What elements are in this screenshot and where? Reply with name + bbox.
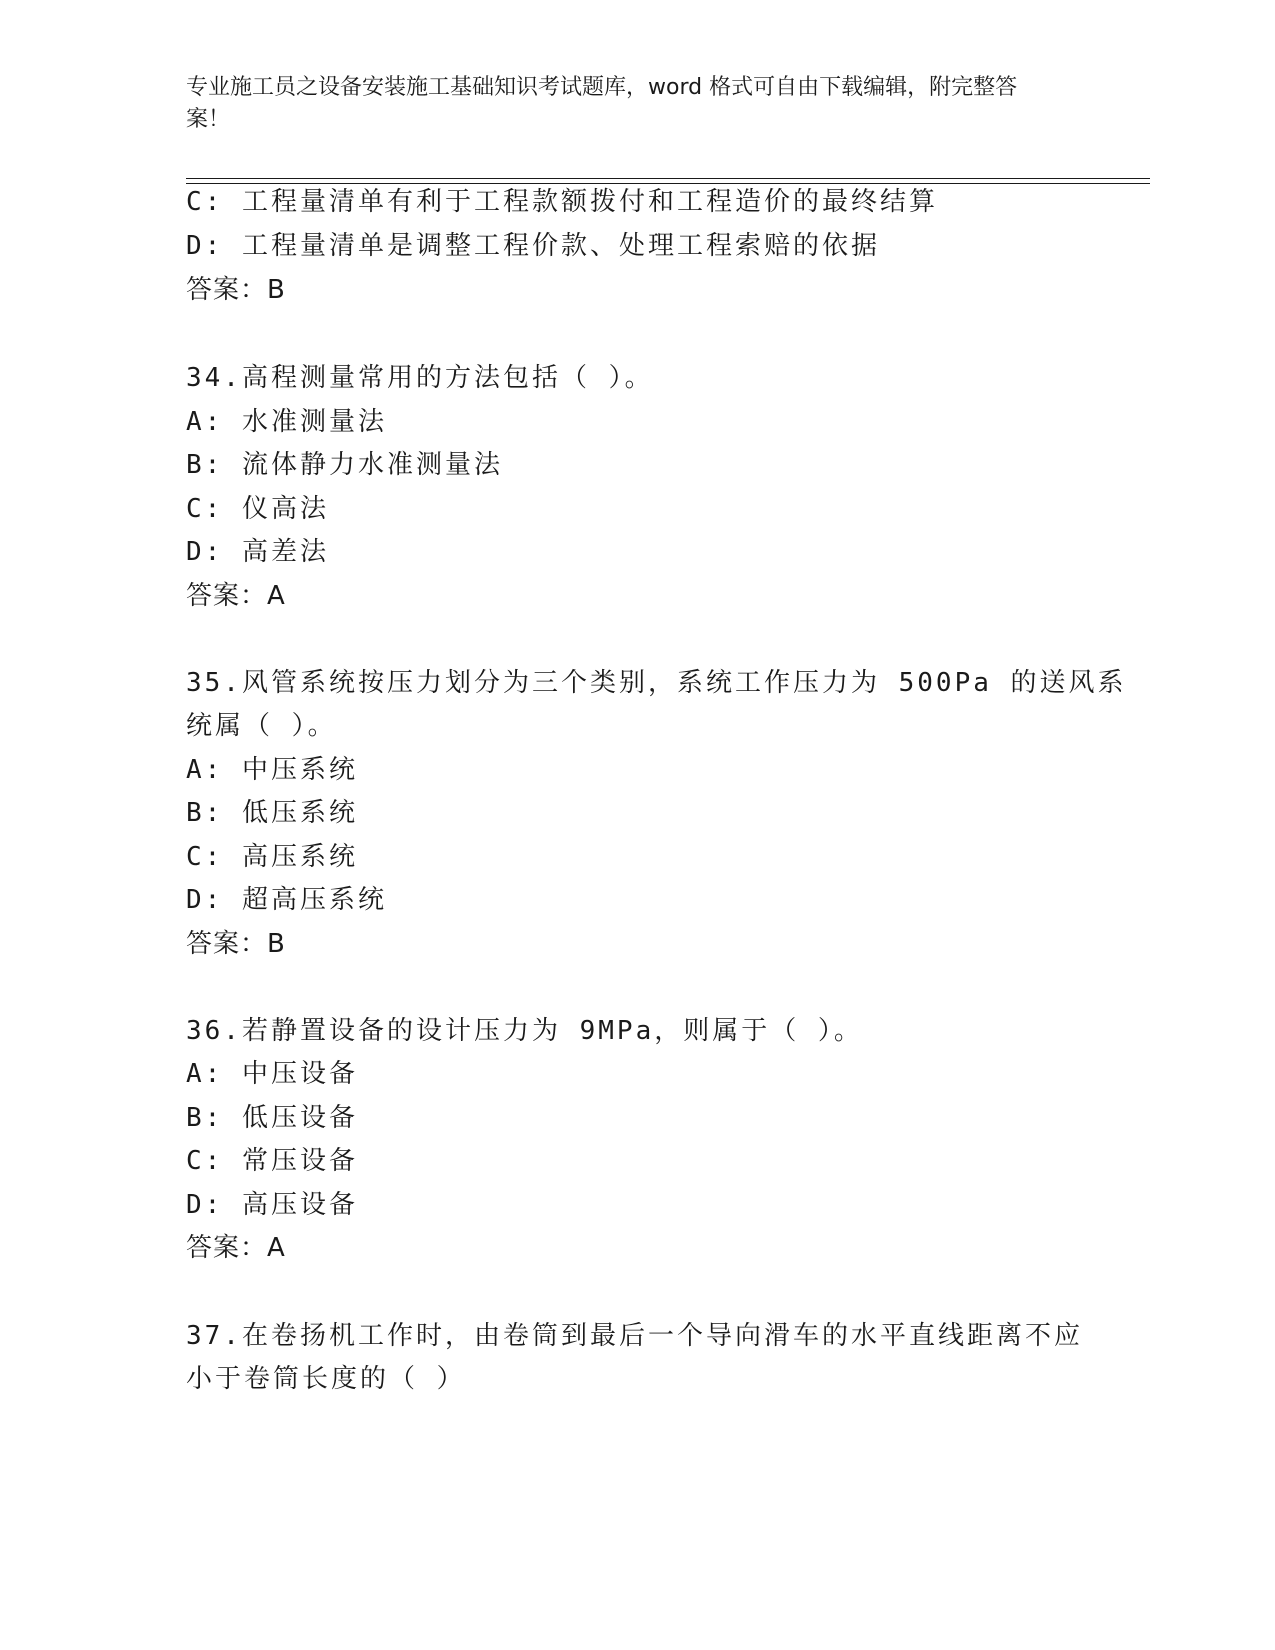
option-b: B: 低压设备	[186, 1103, 358, 1133]
question-37-text: 37.在卷扬机工作时，由卷筒到最后一个导向滑车的水平直线距离不应	[186, 1321, 1083, 1351]
option-c: C: 仪高法	[186, 494, 329, 524]
option-d: D: 工程量清单是调整工程价款、处理工程索赔的依据	[186, 231, 880, 261]
option-b: B: 流体静力水准测量法	[186, 450, 503, 480]
option-d: D: 超高压系统	[186, 885, 387, 915]
answer: 答案：B	[186, 929, 286, 959]
option-a: A: 中压设备	[186, 1059, 358, 1089]
answer: 答案：A	[186, 581, 286, 611]
option-d: D: 高差法	[186, 537, 329, 567]
option-c: C: 高压系统	[186, 842, 358, 872]
document-header: 专业施工员之设备安装施工基础知识考试题库，word 格式可自由下载编辑，附完整答案！	[186, 75, 1018, 132]
question-36-text: 36.若静置设备的设计压力为 9MPa，则属于（ ）。	[186, 1016, 863, 1046]
option-a: A: 水准测量法	[186, 407, 387, 437]
question-37-text-cont: 小于卷筒长度的（ ）	[186, 1364, 466, 1394]
answer: 答案：B	[186, 275, 286, 305]
option-b: B: 低压系统	[186, 798, 358, 828]
question-35-text: 35.风管系统按压力划分为三个类别，系统工作压力为 500Pa 的送风系	[186, 668, 1127, 698]
header-divider-bottom	[186, 183, 1150, 184]
option-c: C: 常压设备	[186, 1146, 358, 1176]
answer: 答案：A	[186, 1233, 286, 1263]
option-c: C: 工程量清单有利于工程款额拨付和工程造价的最终结算	[186, 187, 938, 217]
question-34-text: 34.高程测量常用的方法包括（ ）。	[186, 363, 654, 393]
question-35-text-cont: 统属（ ）。	[186, 711, 337, 741]
option-a: A: 中压系统	[186, 755, 358, 785]
header-divider-top	[186, 178, 1150, 179]
option-d: D: 高压设备	[186, 1190, 358, 1220]
